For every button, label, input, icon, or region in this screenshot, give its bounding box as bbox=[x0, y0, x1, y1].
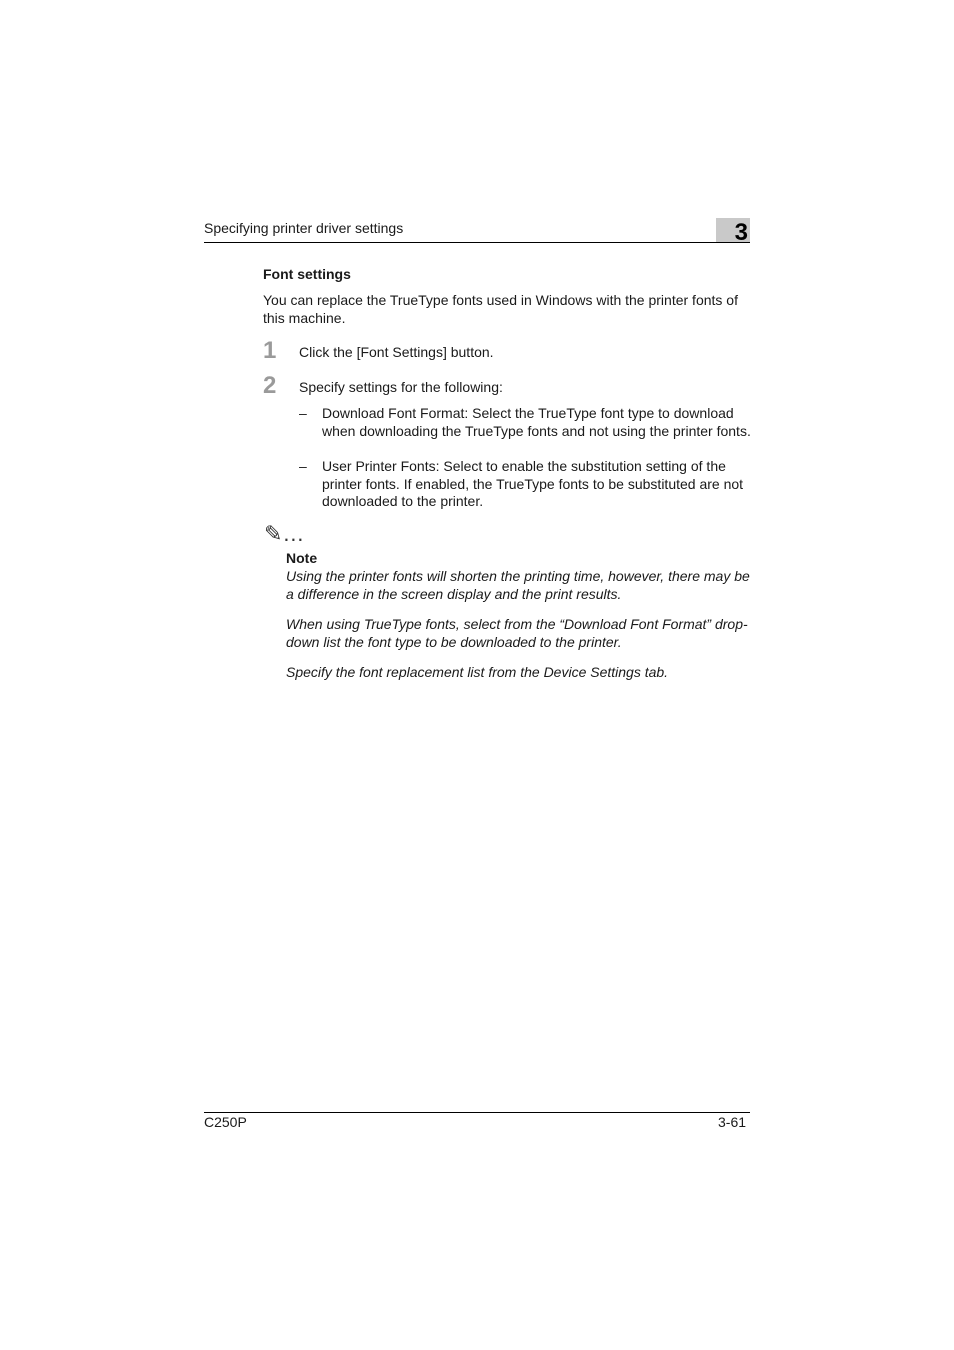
bullet-dash: – bbox=[299, 405, 307, 421]
step-number-1: 1 bbox=[263, 337, 277, 364]
header-divider bbox=[204, 242, 750, 243]
pencil-note-icon: ✎… bbox=[264, 521, 305, 546]
footer-page-number: 3-61 bbox=[718, 1114, 747, 1130]
step-text-1: Click the [Font Settings] button. bbox=[299, 344, 494, 360]
chapter-number-badge: 3 bbox=[716, 218, 750, 242]
note-label: Note bbox=[286, 550, 318, 566]
step-number-2: 2 bbox=[263, 372, 277, 399]
footer-model: C250P bbox=[204, 1114, 247, 1130]
step-text-2: Specify settings for the following: bbox=[299, 379, 503, 395]
bullet-text: Download Font Format: Select the TrueType font type to download when downloading the TrueType fonts and not using the printer fonts. bbox=[322, 405, 751, 439]
running-header-title: Specifying printer driver settings bbox=[204, 220, 404, 236]
bullet-text: User Printer Fonts: Select to enable the substitution setting of the printer fonts. If enabled, the TrueType fonts to be substituted are not downloaded to the printer. bbox=[322, 458, 744, 509]
footer-divider bbox=[204, 1112, 750, 1113]
bullet-item bbox=[299, 458, 751, 511]
bullet-dash: – bbox=[299, 458, 307, 474]
section-title: Font settings bbox=[263, 266, 351, 282]
bullet-item bbox=[299, 405, 751, 440]
note-paragraph: When using TrueType fonts, select from the “Download Font Format” drop-down list the font type to be downloaded to the printer. bbox=[286, 616, 748, 650]
note-paragraph: Specify the font replacement list from the Device Settings tab. bbox=[286, 664, 669, 680]
note-paragraph: Using the printer fonts will shorten the printing time, however, there may be a difference in the screen display and the print results. bbox=[286, 568, 750, 602]
section-intro: You can replace the TrueType fonts used in Windows with the printer fonts of this machine. bbox=[263, 292, 738, 326]
